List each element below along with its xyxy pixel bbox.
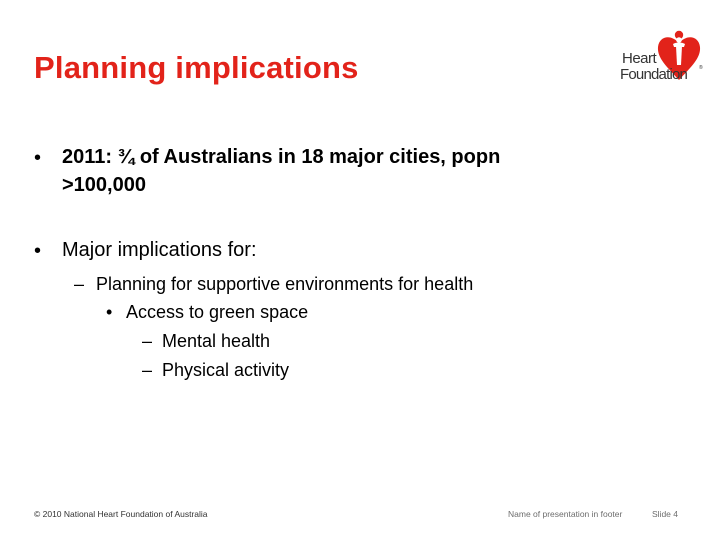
bullet-marker: • xyxy=(34,240,42,262)
slide-title: Planning implications xyxy=(34,50,359,85)
bullet-marker: • xyxy=(106,302,113,322)
footer-slide-number: Slide 4 xyxy=(652,509,678,519)
bullet-marker: • xyxy=(34,147,42,169)
dash-marker: – xyxy=(142,360,153,380)
logo-text-line2: Foundation xyxy=(620,66,688,83)
registered-mark: ® xyxy=(699,65,703,71)
footer-copyright: © 2010 National Heart Foundation of Australia xyxy=(34,509,208,519)
bullet-point-1-line1: 2011: ¾ of Australians in 18 major cities, popn xyxy=(62,146,501,168)
sub-sub-point-green-space: Access to green space xyxy=(126,302,309,322)
dash-marker: – xyxy=(142,331,153,351)
dash-marker: – xyxy=(74,274,85,294)
logo-text-line1: Heart xyxy=(622,50,657,67)
bullet-point-1-line2: >100,000 xyxy=(62,174,146,196)
item-physical-activity: Physical activity xyxy=(162,360,290,380)
sub-point-planning: Planning for supportive environments for health xyxy=(96,274,474,294)
bullet-point-2: Major implications for: xyxy=(62,239,257,261)
item-mental-health: Mental health xyxy=(162,331,271,351)
footer-presentation-name: Name of presentation in footer xyxy=(508,509,623,519)
